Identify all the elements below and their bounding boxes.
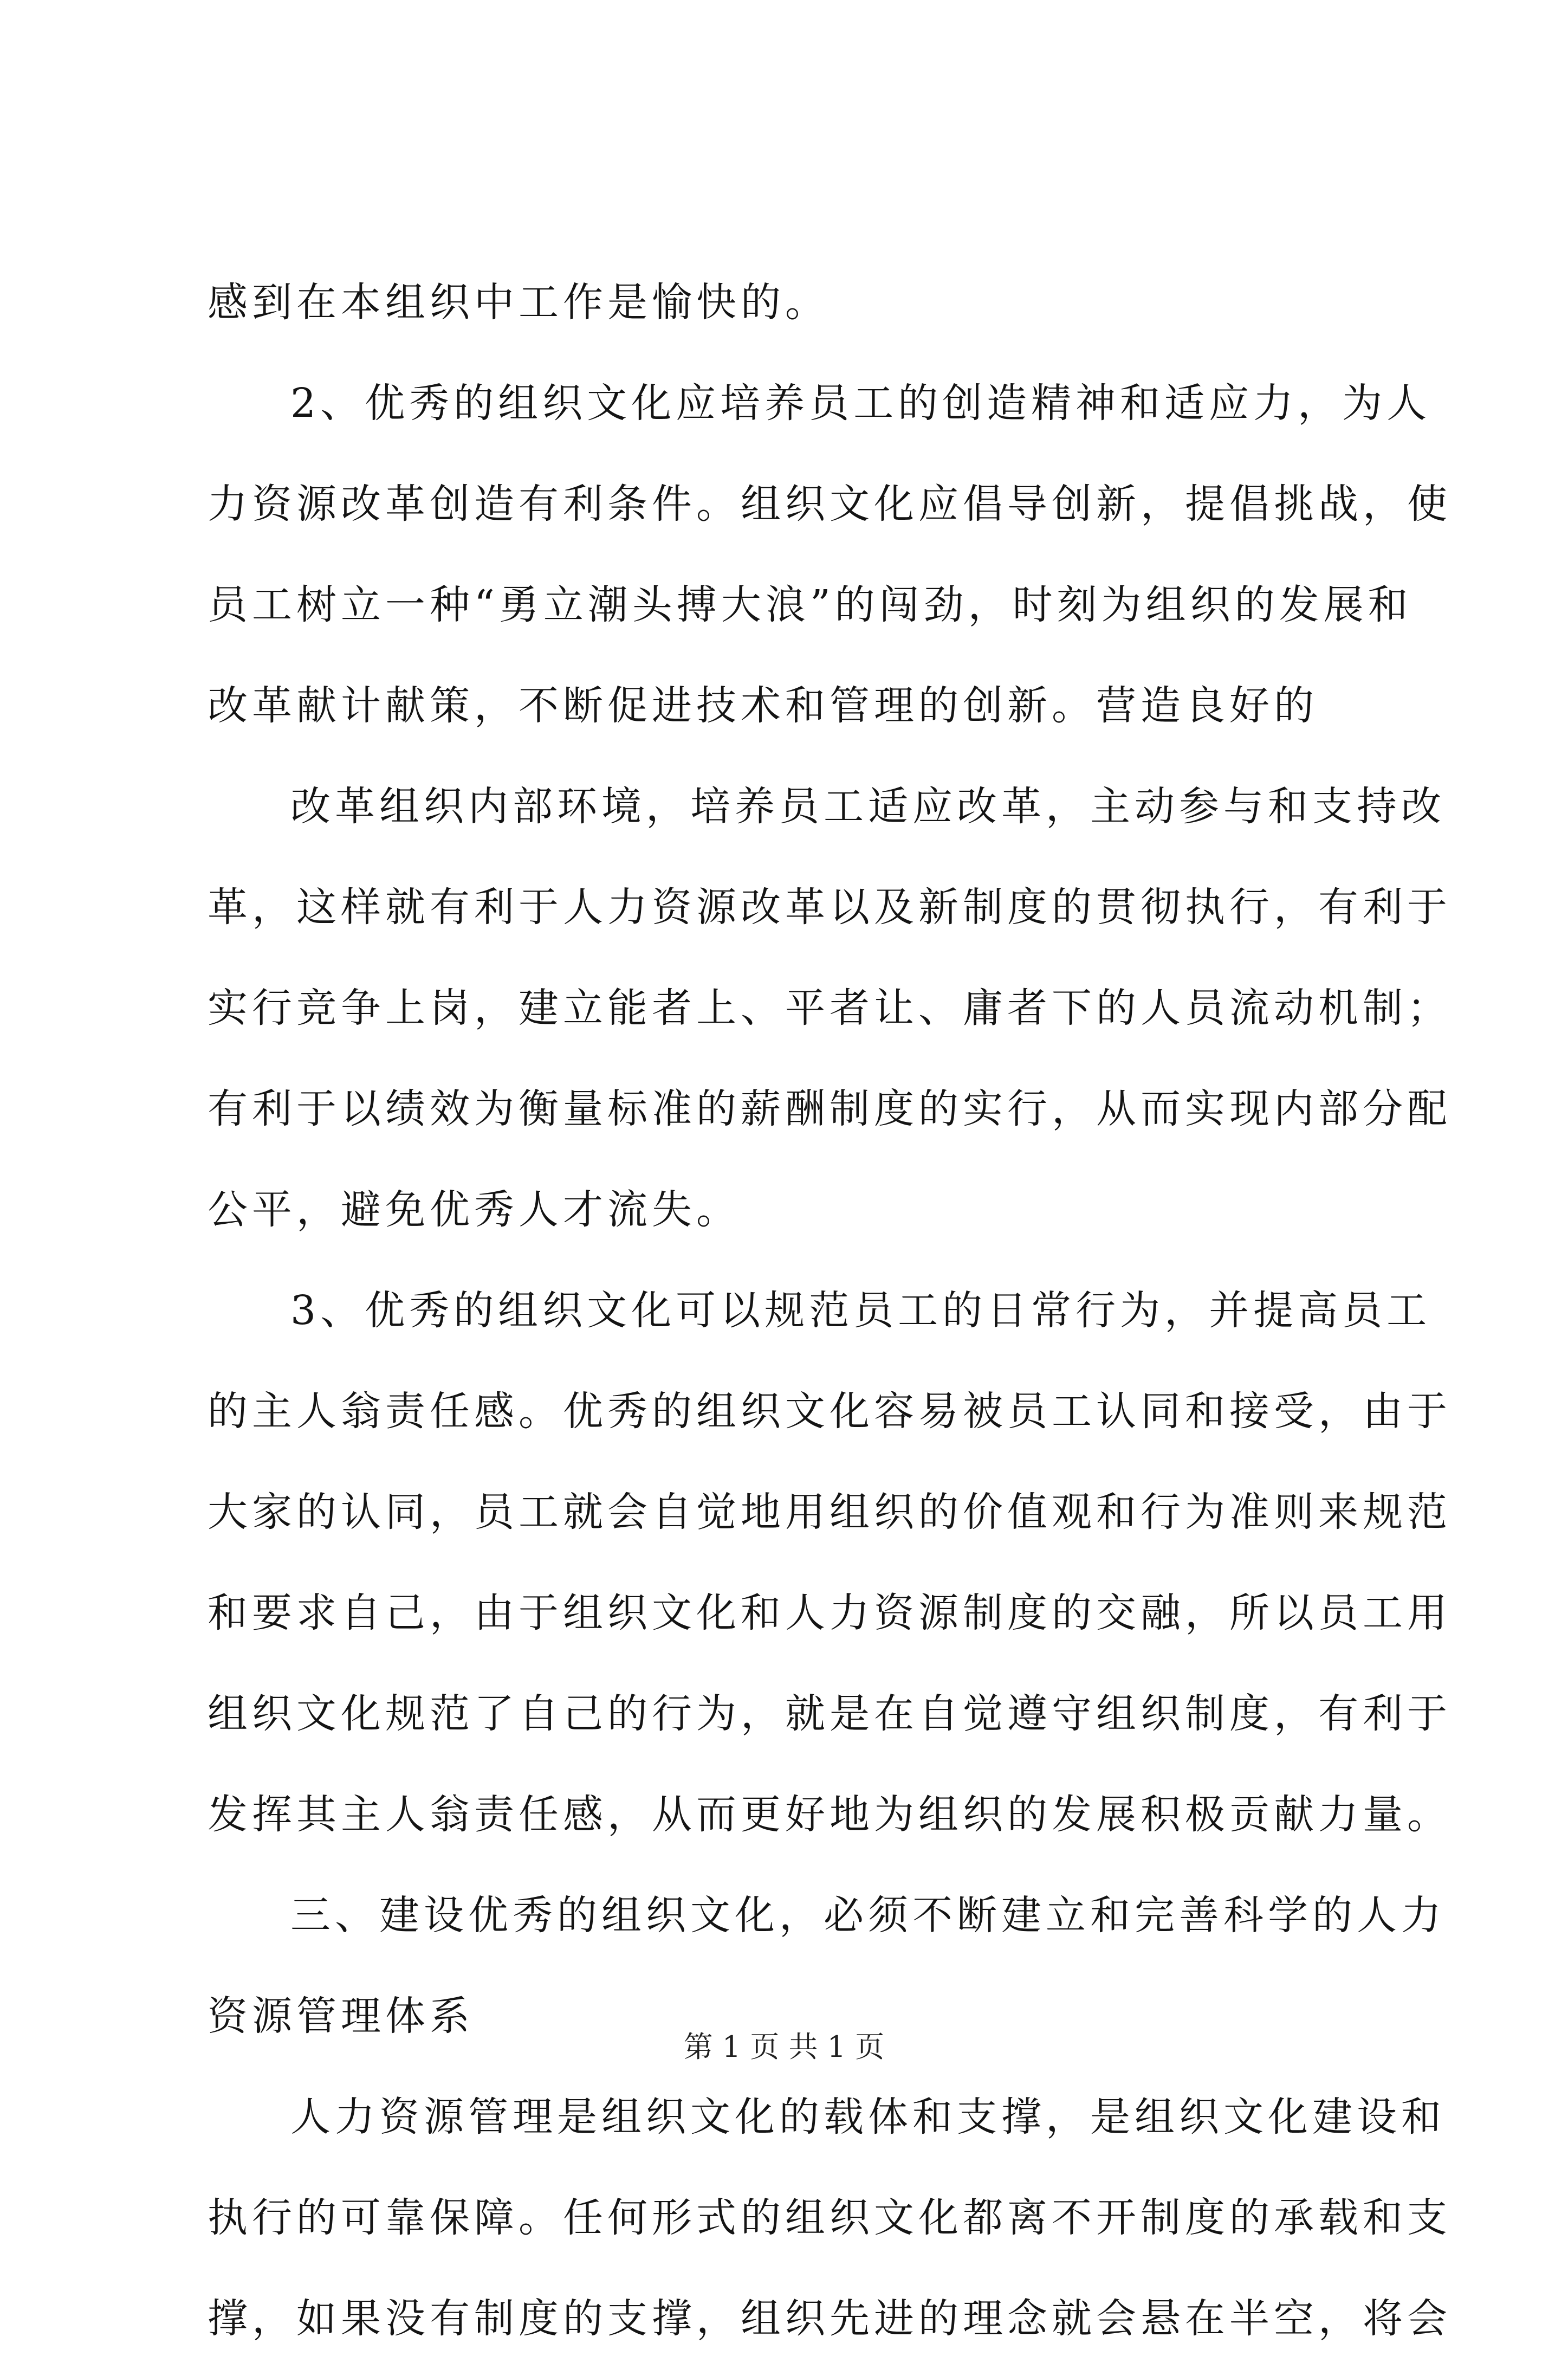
text-line: 感到在本组织中工作是愉快的。 bbox=[208, 279, 830, 326]
text-line: 执行的可靠保障。任何形式的组织文化都离不开制度的承载和支 bbox=[208, 2194, 1452, 2241]
text-line: 力资源改革创造有利条件。组织文化应倡导创新，提倡挑战，使 bbox=[208, 481, 1452, 527]
text-line: 改革组织内部环境，培养员工适应改革，主动参与和支持改 bbox=[290, 783, 1446, 830]
text-line: 2、优秀的组织文化应培养员工的创造精神和适应力，为人 bbox=[290, 380, 1431, 427]
text-line: 组织文化规范了自己的行为，就是在自觉遵守组织制度，有利于 bbox=[208, 1690, 1452, 1737]
text-line: 员工树立一种“勇立潮头搏大浪”的闯劲，时刻为组织的发展和 bbox=[208, 582, 1413, 628]
text-line: 人力资源管理是组织文化的载体和支撑，是组织文化建设和 bbox=[290, 2094, 1446, 2140]
text-line: 公平，避免优秀人才流失。 bbox=[208, 1186, 741, 1233]
text-line: 撑，如果没有制度的支撑，组织先进的理念就会悬在半空，将会 bbox=[208, 2295, 1452, 2342]
text-line: 的主人翁责任感。优秀的组织文化容易被员工认同和接受，由于 bbox=[208, 1388, 1452, 1435]
text-line: 3、优秀的组织文化可以规范员工的日常行为，并提高员工 bbox=[290, 1287, 1431, 1334]
text-line: 三、建设优秀的组织文化，必须不断建立和完善科学的人力 bbox=[290, 1892, 1446, 1939]
text-line: 和要求自己，由于组织文化和人力资源制度的交融，所以员工用 bbox=[208, 1590, 1452, 1636]
text-line: 大家的认同，员工就会自觉地用组织的价值观和行为准则来规范 bbox=[208, 1489, 1452, 1535]
text-line: 实行竞争上岗，建立能者上、平者让、庸者下的人员流动机制； bbox=[208, 985, 1452, 1031]
text-line: 改革献计献策，不断促进技术和管理的创新。营造良好的 bbox=[208, 682, 1318, 729]
text-line: 革，这样就有利于人力资源改革以及新制度的贯彻执行，有利于 bbox=[208, 884, 1452, 931]
text-line: 有利于以绩效为衡量标准的薪酬制度的实行，从而实现内部分配 bbox=[208, 1086, 1452, 1132]
page-footer: 第 1 页 共 1 页 bbox=[683, 2030, 885, 2064]
text-line: 发挥其主人翁责任感，从而更好地为组织的发展积极贡献力量。 bbox=[208, 1791, 1452, 1838]
text-line: 资源管理体系 bbox=[208, 1993, 474, 2039]
